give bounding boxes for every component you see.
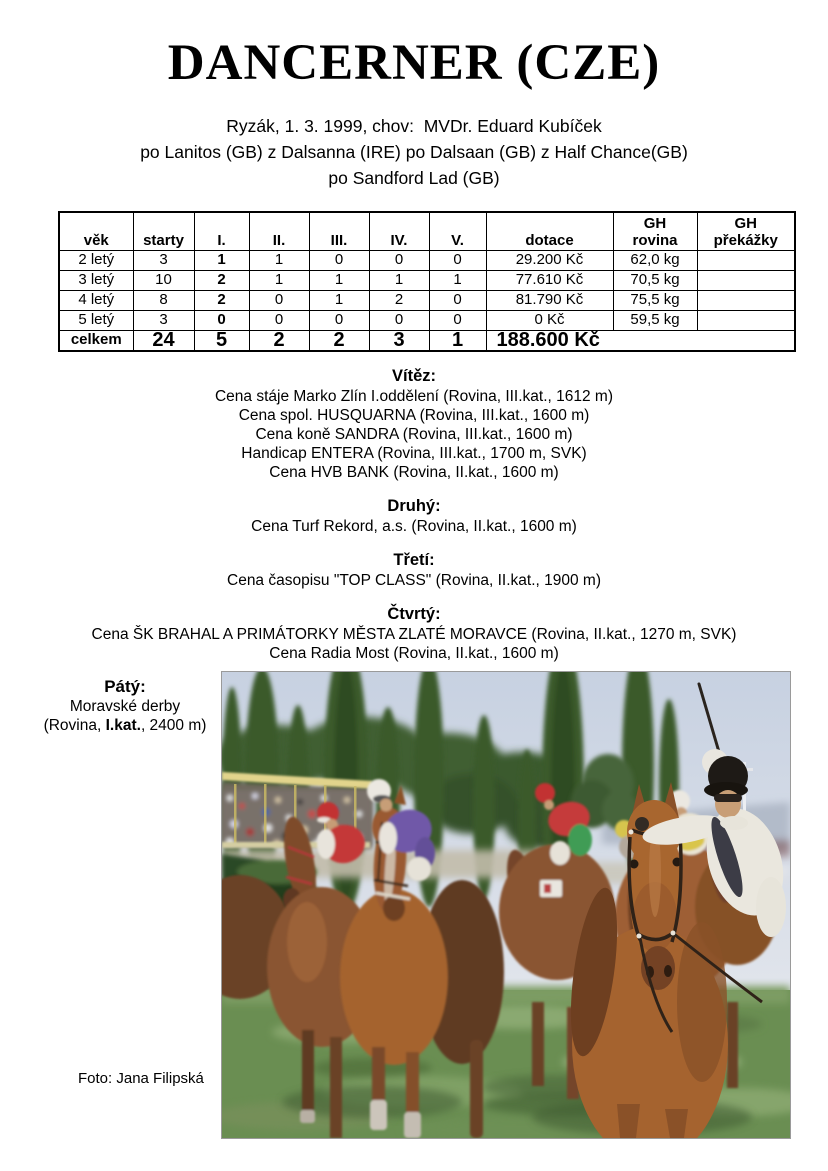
cell-third: 1 [309, 290, 369, 310]
cell-total-label: celkem [59, 330, 133, 351]
paty-race-detail: (Rovina, I.kat., 2400 m) [43, 717, 207, 734]
cell-gh-prekazky [697, 270, 795, 290]
career-stats-table [58, 211, 796, 352]
cell-total-third: 2 [309, 330, 369, 351]
pedigree-block [0, 113, 828, 191]
cell-fourth: 1 [369, 270, 429, 290]
sunglasses [714, 794, 742, 802]
cell-first: 1 [194, 250, 249, 270]
cell-second: 0 [249, 310, 309, 330]
cell-total-second: 2 [249, 330, 309, 351]
result-item: Cena ŠK BRAHAL A PRIMÁTORKY MĚSTA ZLATÉ MORAVCE (Rovina, II.kat., 1270 m, SVK) [91, 625, 737, 643]
result-item: Cena HVB BANK (Rovina, II.kat., 1600 m) [269, 463, 559, 481]
pedigree-line: Ryzák, 1. 3. 1999, chov: MVDr. Eduard Kubíček [226, 115, 602, 136]
cell-total-fifth: 1 [429, 330, 486, 351]
cell-fifth: 0 [429, 290, 486, 310]
table-row [59, 310, 795, 330]
heading-treti: Třetí: [393, 550, 435, 569]
cell-fourth: 0 [369, 250, 429, 270]
result-item: Cena časopisu "TOP CLASS" (Rovina, II.kat., 1900 m) [227, 571, 601, 589]
paty-block [26, 676, 224, 735]
heading-ctvrty: Čtvrtý: [387, 604, 441, 623]
pedigree-line: po Lanitos (GB) z Dalsanna (IRE) po Dalsaan (GB) z Half Chance(GB) [140, 141, 688, 162]
cell-total-dotace: 188.600 Kč [486, 330, 795, 351]
cell-vek: 5 letý [59, 310, 133, 330]
col-header-fifth: V. [429, 212, 486, 251]
cell-second: 1 [249, 250, 309, 270]
pedigree-line: po Sandford Lad (GB) [328, 167, 500, 188]
col-header-gh-rovina: GH rovina [613, 212, 697, 251]
cell-dotace: 29.200 Kč [486, 250, 613, 270]
cell-vek: 3 letý [59, 270, 133, 290]
paty-category-bold: I.kat. [105, 717, 141, 734]
result-item: Cena koně SANDRA (Rovina, III.kat., 1600 m) [255, 425, 573, 443]
cell-first: 2 [194, 290, 249, 310]
cell-starty: 10 [133, 270, 194, 290]
cell-fifth: 1 [429, 270, 486, 290]
cell-fifth: 0 [429, 310, 486, 330]
cell-vek: 4 letý [59, 290, 133, 310]
cell-dotace: 77.610 Kč [486, 270, 613, 290]
result-item: Cena stáje Marko Zlín I.oddělení (Rovina, III.kat., 1612 m) [214, 387, 614, 405]
cell-second: 0 [249, 290, 309, 310]
cell-gh-rovina: 75,5 kg [613, 290, 697, 310]
results-block [0, 366, 828, 663]
cell-starty: 8 [133, 290, 194, 310]
col-header-vek: věk [59, 212, 133, 251]
table-row [59, 270, 795, 290]
table-total-row [59, 330, 795, 351]
cell-third: 0 [309, 250, 369, 270]
col-header-first: I. [194, 212, 249, 251]
result-item: Cena spol. HUSQUARNA (Rovina, III.kat., 1600 m) [238, 406, 590, 424]
cell-vek: 2 letý [59, 250, 133, 270]
cell-gh-rovina: 62,0 kg [613, 250, 697, 270]
table-row [59, 250, 795, 270]
race-photo [222, 672, 790, 1138]
cell-gh-prekazky [697, 290, 795, 310]
heading-paty: Pátý: [104, 677, 146, 696]
cell-gh-prekazky [697, 310, 795, 330]
cell-total-starty: 24 [133, 330, 194, 351]
cell-second: 1 [249, 270, 309, 290]
cell-fourth: 0 [369, 310, 429, 330]
cell-starty: 3 [133, 310, 194, 330]
col-header-starty: starty [133, 212, 194, 251]
col-header-dotace: dotace [486, 212, 613, 251]
cell-starty: 3 [133, 250, 194, 270]
table-header-row [59, 212, 795, 251]
col-header-third: III. [309, 212, 369, 251]
heading-vitez: Vítěz: [391, 366, 436, 385]
result-item: Handicap ENTERA (Rovina, III.kat., 1700 m, SVK) [241, 444, 587, 462]
cell-first: 0 [194, 310, 249, 330]
paty-race-name: Moravské derby [69, 698, 181, 715]
cell-dotace: 0 Kč [486, 310, 613, 330]
race-photo-illustration [222, 672, 790, 1138]
page-title: DANCERNER (CZE) [167, 35, 661, 91]
heading-druhy: Druhý: [387, 496, 441, 515]
col-header-gh-prekazky: GH překážky [697, 212, 795, 251]
col-header-fourth: IV. [369, 212, 429, 251]
cell-fifth: 0 [429, 250, 486, 270]
cell-fourth: 2 [369, 290, 429, 310]
result-item: Cena Turf Rekord, a.s. (Rovina, II.kat., 1600 m) [251, 517, 577, 535]
cell-gh-prekazky [697, 250, 795, 270]
result-item: Cena Radia Most (Rovina, II.kat., 1600 m) [269, 644, 559, 662]
cell-gh-rovina: 70,5 kg [613, 270, 697, 290]
cell-gh-rovina: 59,5 kg [613, 310, 697, 330]
col-header-second: II. [249, 212, 309, 251]
cell-third: 1 [309, 270, 369, 290]
glove [635, 817, 649, 831]
cell-total-first: 5 [194, 330, 249, 351]
table-row [59, 290, 795, 310]
cell-total-fourth: 3 [369, 330, 429, 351]
cell-first: 2 [194, 270, 249, 290]
cell-dotace: 81.790 Kč [486, 290, 613, 310]
photo-credit: Foto: Jana Filipská [78, 1070, 204, 1087]
cell-third: 0 [309, 310, 369, 330]
